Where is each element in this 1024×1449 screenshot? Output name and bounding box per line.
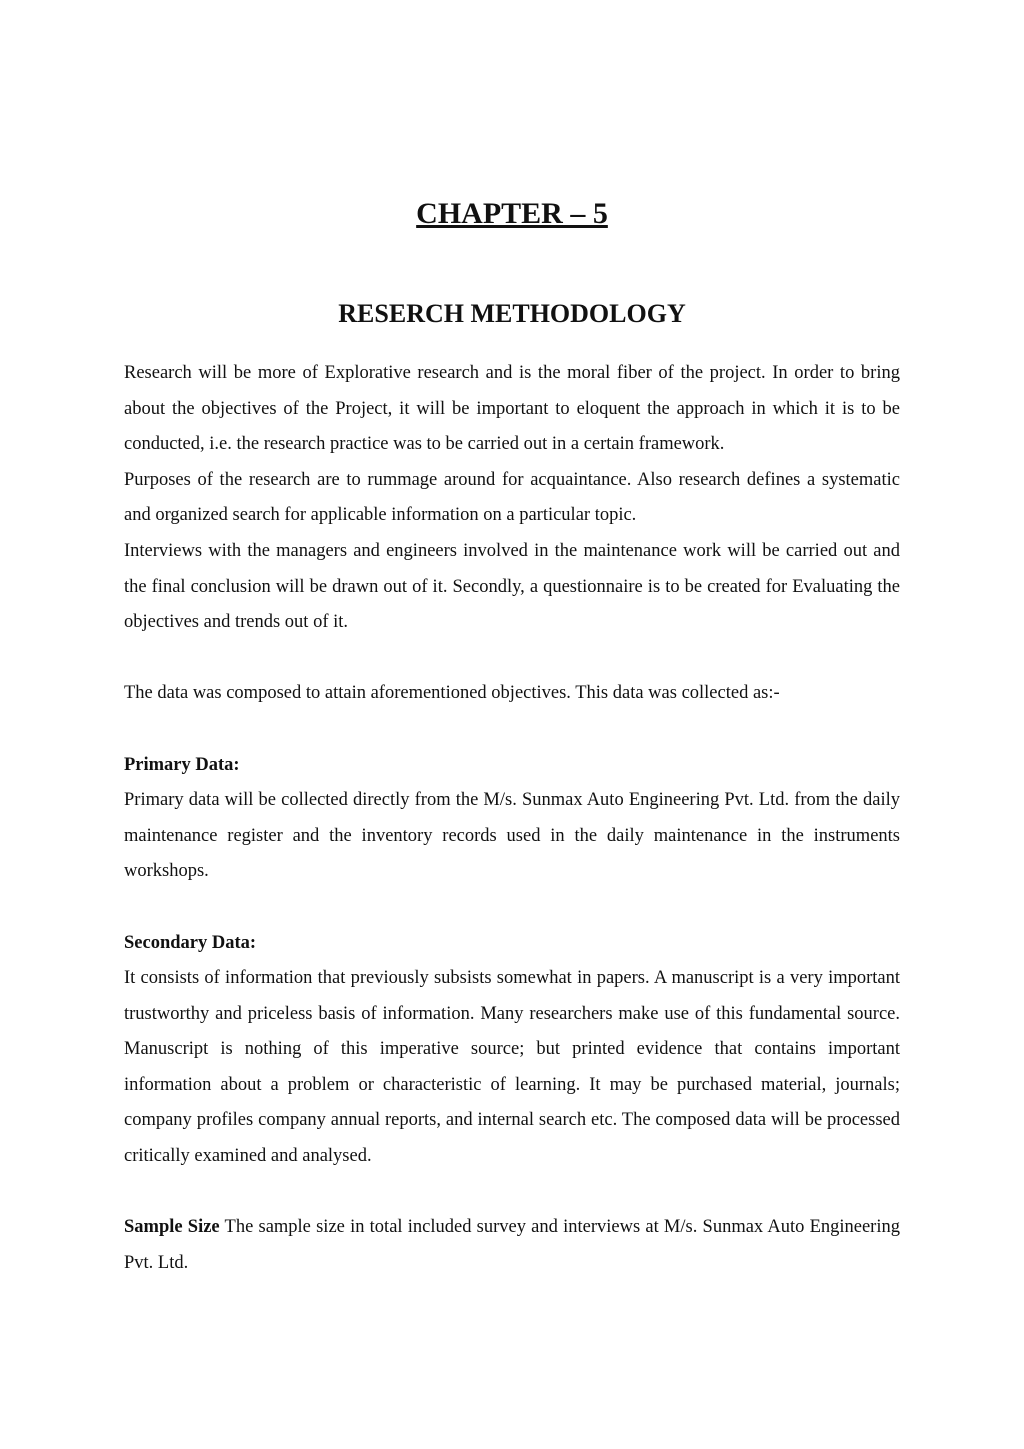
intro-paragraph-3: Interviews with the managers and engineers involved in the maintenance work will be carried out and the final conclusion will be drawn out of it. Secondly, a questionnaire is to be created for Evaluating the objectives and trends out of it. [124, 540, 900, 633]
chapter-heading: CHAPTER – 5 [416, 197, 608, 230]
sample-size-heading: Sample Size [124, 1217, 220, 1238]
primary-data-paragraph: Primary data will be collected directly from the M/s. Sunmax Auto Engineering Pvt. Ltd. from the daily maintenance register and the inventory records used in the daily maintenance in the instruments workshops. [124, 790, 900, 882]
secondary-data-paragraph: It consists of information that previously subsists somewhat in papers. A manuscript is a very important trustworthy and priceless basis of information. Many researchers make use of this fundamental source. Manuscript is nothing of this imperative source; but printed evidence that contains important information about a problem or characteristic of learning. It may be purchased material, journals; company profiles company annual reports, and internal search etc. The composed data will be processed critically examined and analysed. [124, 968, 900, 1167]
primary-data-heading: Primary Data: [124, 754, 240, 775]
data-collected-paragraph: The data was composed to attain aforementioned objectives. This data was collected as:- [124, 683, 780, 704]
sample-size-paragraph [124, 1210, 900, 1281]
body-text [124, 356, 900, 1281]
page-title: RESERCH METHODOLOGY [338, 299, 686, 328]
spacer [124, 712, 900, 748]
sample-size-text: The sample size in total included survey and interviews at M/s. Sunmax Auto Engineering Pvt. Ltd. [124, 1217, 900, 1273]
intro-paragraph-2: Purposes of the research are to rummage around for acquaintance. Also research defines a systematic and organized search for applicable information on a particular topic. [124, 469, 900, 526]
spacer [124, 641, 900, 677]
intro-paragraph-1: Research will be more of Explorative research and is the moral fiber of the project. In order to bring about the objectives of the Project, it will be important to eloquent the approach in which it is to be conducted, i.e. the research practice was to be carried out in a certain framework. [124, 363, 900, 455]
spacer [124, 1175, 900, 1211]
secondary-data-heading: Secondary Data: [124, 932, 257, 953]
spacer [124, 890, 900, 926]
